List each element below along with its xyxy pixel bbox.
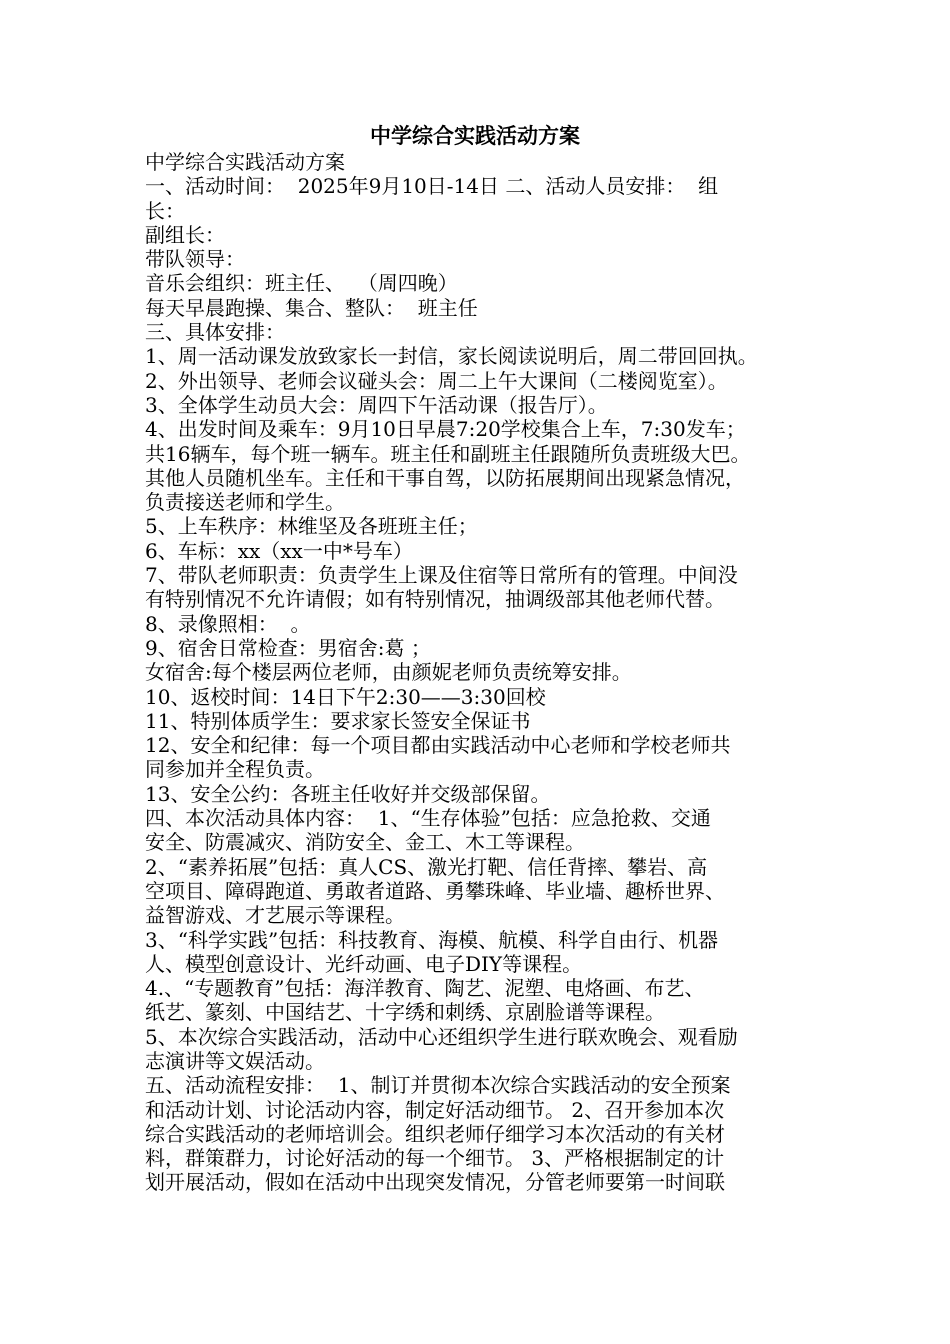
text-line: 综合实践活动的老师培训会。组织老师仔细学习本次活动的有关材 <box>145 1121 725 1146</box>
text-line: 音乐会组织：班主任、 （周四晚） <box>145 271 458 296</box>
text-line: 女宿舍:每个楼层两位老师，由颜妮老师负责统筹安排。 <box>145 660 632 685</box>
text-line: 5、上车秩序：林维坚及各班班主任； <box>145 514 478 539</box>
text-line: 副组长： <box>145 222 225 247</box>
text-line: 共16辆车，每个班一辆车。班主任和副班主任跟随所负责班级大巴。 <box>145 441 751 466</box>
text-line: 3、“科学实践”包括：科技教育、海模、航模、科学自由行、机器 <box>145 927 719 952</box>
text-line: 13、安全公约：各班主任收好并交级部保留。 <box>145 781 551 806</box>
text-line: 3、全体学生动员大会：周四下午活动课（报告厅）。 <box>145 392 608 417</box>
document-title: 中学综合实践活动方案 <box>370 123 580 148</box>
text-line: 负责接送老师和学生。 <box>145 490 345 515</box>
text-line: 同参加并全程负责。 <box>145 757 325 782</box>
text-line: 带队领导： <box>145 247 245 272</box>
text-line: 四、本次活动具体内容： 1、“生存体验”包括：应急抢救、交通 <box>145 806 711 831</box>
text-line: 5、本次综合实践活动，活动中心还组织学生进行联欢晚会、观看励 <box>145 1024 738 1049</box>
text-line: 纸艺、篆刻、中国结艺、十字绣和刺绣、京剧脸谱等课程。 <box>145 1000 665 1025</box>
text-line: 长： <box>145 198 185 223</box>
text-line: 11、特别体质学生：要求家长签安全保证书 <box>145 708 531 733</box>
text-line: 安全、防震减灾、消防安全、金工、木工等课程。 <box>145 830 585 855</box>
text-line: 三、具体安排： <box>145 320 285 345</box>
text-line: 益智游戏、才艺展示等课程。 <box>145 903 405 928</box>
text-line: 其他人员随机坐车。主任和干事自驾，以防拓展期间出现紧急情况， <box>145 465 745 490</box>
text-line: 一、活动时间： 2025年9月10日-14日 二、活动人员安排： 组 <box>145 174 719 199</box>
text-line: 五、活动流程安排： 1、制订并贯彻本次综合实践活动的安全预案 <box>145 1073 731 1098</box>
text-line: 志演讲等文娱活动。 <box>145 1048 325 1073</box>
text-line: 10、返校时间：14日下午2:30——3:30回校 <box>145 684 546 709</box>
text-line: 有特别情况不允许请假；如有特别情况，抽调级部其他老师代替。 <box>145 587 725 612</box>
text-line: 每天早晨跑操、集合、整队： 班主任 <box>145 295 478 320</box>
text-line: 7、带队老师职责：负责学生上课及住宿等日常所有的管理。中间没 <box>145 563 738 588</box>
text-line: 空项目、障碍跑道、勇敢者道路、勇攀珠峰、毕业墙、趣桥世界、 <box>145 878 725 903</box>
document-body <box>145 150 825 1195</box>
text-line: 4、出发时间及乘车：9月10日早晨7:20学校集合上车，7:30发车； <box>145 417 746 442</box>
text-line: 和活动计划、讨论活动内容，制定好活动细节。 2、召开参加本次 <box>145 1097 725 1122</box>
text-line: 4.、“专题教育”包括：海洋教育、陶艺、泥塑、电烙画、布艺、 <box>145 976 705 1001</box>
text-line: 料，群策群力，讨论好活动的每一个细节。 3、严格根据制定的计 <box>145 1146 725 1171</box>
text-line: 1、周一活动课发放致家长一封信，家长阅读说明后，周二带回回执。 <box>145 344 758 369</box>
text-line: 12、安全和纪律：每一个项目都由实践活动中心老师和学校老师共 <box>145 733 731 758</box>
text-line: 人、模型创意设计、光纤动画、电子DIY等课程。 <box>145 951 583 976</box>
text-line: 划开展活动，假如在活动中出现突发情况，分管老师要第一时间联 <box>145 1170 725 1195</box>
text-line: 2、外出领导、老师会议碰头会：周二上午大课间（二楼阅览室）。 <box>145 368 728 393</box>
text-line: 8、录像照相： 。 <box>145 611 311 636</box>
text-line: 9、宿舍日常检查：男宿舍:葛 ； <box>145 635 431 660</box>
text-line: 中学综合实践活动方案 <box>145 150 345 174</box>
text-line: 2、“素养拓展”包括：真人CS、激光打靶、信任背摔、攀岩、高 <box>145 854 708 879</box>
text-line: 6、车标：xx（xx一中*号车） <box>145 538 413 563</box>
